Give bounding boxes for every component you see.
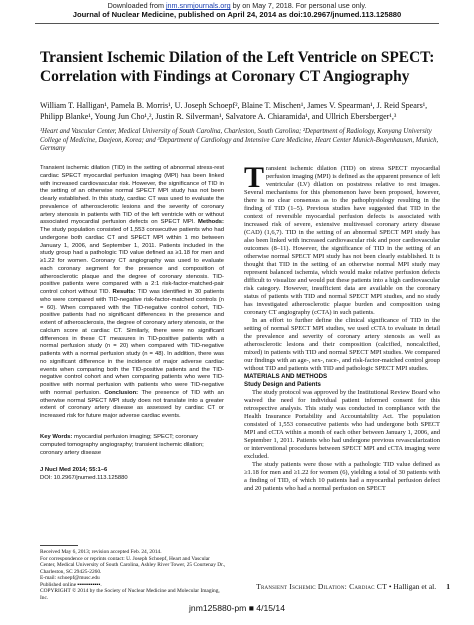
- header-rule: [35, 23, 439, 24]
- keywords: [40, 434, 224, 457]
- abstract-methods: The study population consisted of 1,553 consecutive patients who had undergone both cardiac CT and SPECT MPI within 1 mo between January 1, 2006, and September 1, 2011. Patients included in the study group had a pathologic TID value defined as ≥1.18 for men and ≥1.22 for women. Coronary CT angiography was used to evaluate each coronary segment for the presence and composition of atherosclerotic plaque and the degree of coronary stenosis. TID-positive patients were compared with a 2:1 risk-factor-matched-pair control cohort without TID.: [40, 227, 224, 295]
- download-prefix: Downloaded from: [107, 1, 166, 10]
- affiliations: ¹Heart and Vascular Center, Medical University of South Carolina, Charleston, South Carolina; ²Department of Radiology, Konyang University College of Medicine, Daejeon, Korea; and ³Department of Cardiology and Intensive Care Medicine, Heart Center Munich-Bogenhausen, Munich, Germany: [40, 128, 439, 153]
- manuscript-id: jnm125880-pm ■ 4/15/14: [189, 603, 285, 613]
- article-title: Transient Ischemic Dilation of the Left Ventricle on SPECT: Correlation with Findings at Coronary CT Angiography: [40, 49, 435, 85]
- abstract-results-label: Results:: [112, 289, 136, 295]
- footnote-copyright: COPYRIGHT © 2014 by the Society of Nuclear Medicine and Molecular Imaging, Inc.: [40, 588, 220, 601]
- download-link[interactable]: jnm.snmjournals.org: [165, 1, 231, 10]
- download-suffix: by on May 7, 2018. For personal use only.: [230, 1, 367, 10]
- running-title: Transient Ischemic Dilation: Cardiac CT: [256, 582, 387, 591]
- footnote-correspondence: For correspondence or reprints contact: U. Joseph Schoepf, Heart and Vascular Center, Medical University of South Carolina, Ashley River Tower, 25 Courtenay Dr., Charleston, SC 29425-2260.: [40, 555, 226, 575]
- intro-paragraph-2: In an effort to further define the clinical significance of TID in the setting of normal SPECT MPI studies, we used cCTA to evaluate in detail the prevalence and severity of coronary artery stenosis as well as atherosclerotic lesions and their composition (calcified, noncalcified, mixed) in patients with TID and normal SPECT MPI studies. We compared our findings with an age-, sex-, race-, and risk-factor-matched control group without TID and patients with TID and pathologic SPECT MPI studies.: [244, 317, 440, 372]
- keywords-label: Key Words:: [40, 434, 73, 440]
- subsection-heading-design: Study Design and Patients: [244, 381, 321, 388]
- footnote: [40, 549, 226, 601]
- author-list: William T. Halligan¹, Pamela B. Morris¹, U. Joseph Schoepf², Blaine T. Mischen¹, James V. Spearman¹, J. Reid Spears¹, Philipp Blanke¹, Young Jun Cho¹,², Justin R. Silverman¹, Salvatore A. Chiaramida¹, and Ullrich Ebersberger¹,³: [40, 101, 428, 121]
- intro-paragraph-1-text: ransient ischemic dilation (TID) on stress SPECT myocardial perfusion imaging (MPI) is defined as the apparent presence of left ventricular (LV) dilation on poststress relative to rest images. Several mechanisms for this phenomenon have been proposed, however, there is no clear consensus as to the pathophysiology resulting in the finding of TID (1–5). Previous studies have suggested that TID in the context of reversible myocardial perfusion defects is associated with increased risk of severe, extensive multivessel coronary artery disease (CAD) (1,6,7). TID in the setting of an abnormal SPECT MPI study has also been linked with increased cardiovascular risk and poor cardiovascular outcomes (8–11). However, the significance of TID in the setting of an otherwise normal SPECT MPI study has not been clearly established. It is thought that TID in the setting of an otherwise normal MPI study may represent balanced ischemia, which would make relative perfusion defects difficult to visualize and would put these patients into a high cardiovascular risk category. However, insufficient data are available on the coronary status of patients with TID and normal SPECT MPI studies, and no study has investigated atherosclerotic plaque burden and composition using coronary CT angiography (cCTA) in such patients.: [244, 165, 440, 316]
- drop-cap: T: [244, 161, 265, 194]
- running-head: [190, 582, 450, 592]
- journal-doi-text: Journal of Nuclear Medicine, published on April 24, 2014 as doi:10.2967/jnumed.113.125880: [72, 10, 402, 19]
- keywords-text: myocardial perfusion imaging; SPECT; coronary computed tomography angiography; transient ischemic dilation; coronary artery disease: [40, 434, 204, 456]
- design-paragraph-1: The study protocol was approved by the Institutional Review Board who waived the need for individual patient informed consent for this retrospective analysis. This study was conducted in compliance with the Health Insurance Portability and Accountability Act. The population consisted of 1,553 consecutive patients who had undergone both SPECT MPI and cCTA within a month of each other between January 1, 2006, and September 1, 2011. Patients who had undergone previous revascularization or interventional procedures between SPECT MPI and cCTA imaging were excluded.: [244, 389, 440, 460]
- abstract-intro: Transient ischemic dilation (TID) in the setting of abnormal stress-rest cardiac SPECT myocardial perfusion imaging (MPI) has been linked with increased cardiovascular risk. However, the significance of TID in the setting of an otherwise normal SPECT MPI study has not been clearly established. In this study, cardiac CT was used to evaluate the prevalence of atherosclerotic lesions and the severity of coronary artery stenosis in patients with TID of the left ventricle with or without associated myocardial perfusion defects on SPECT MPI.: [40, 165, 224, 226]
- section-heading-methods: MATERIALS AND METHODS: [244, 373, 328, 380]
- body-column: [244, 161, 440, 493]
- footnote-rule: [40, 545, 78, 546]
- abstract: [40, 165, 224, 421]
- footnote-email: E-mail: schoepf@musc.edu: [40, 575, 100, 581]
- footnote-received: Received May 6, 2013; revision accepted Feb. 24, 2014.: [40, 549, 162, 555]
- abstract-conclusion: The presence of TID with an otherwise normal SPECT MPI study does not translate into a greater extent of coronary artery disease as assessed by cardiac CT or increased risk for future major adverse cardiac events.: [40, 389, 224, 419]
- citation: [40, 467, 224, 482]
- abstract-methods-label: Methods:: [198, 219, 224, 226]
- download-notice: [0, 1, 474, 10]
- footnote-published: Published online ▪▪▪▪▪▪▪▪▪▪▪▪.: [40, 581, 102, 588]
- running-separator: •: [386, 582, 394, 591]
- intro-paragraph-1: [244, 161, 440, 317]
- citation-doi: DOI: 10.2967/jnumed.113.125880: [40, 474, 128, 481]
- running-author: Halligan et al.: [393, 582, 437, 591]
- abstract-results: TID was identified in 30 patients who were compared with TID-negative risk-factor-matched controls (n = 60). When compared with the TID-negative control cohort, TID-positive patients had no significant differences in the presence and extent of atherosclerosis, the degree of coronary artery stenosis, or the calcium score at cardiac CT. Similarly, there were no significant differences in these CT measures in TID-positive patients with a normal perfusion study (n = 20) when compared with TID-negative patients with a normal perfusion study (n = 48). In addition, there was no significant difference in the incidence of major adverse cardiac events when comparing both the TID-positive patients and the TID-negative control cohort and when comparing patients who were TID-positive with normal perfusion with patients who were TID-negative with normal perfusion.: [40, 289, 224, 396]
- journal-doi-line: [0, 10, 474, 20]
- design-paragraph-2: The study patients were those with a pathologic TID value defined as ≥1.18 for men and ≥1.22 for women (6), yielding a total of 30 patients with a finding of TID, of which 10 patients had a myocardial perfusion defect and 20 patients who had a normal perfusion on SPECT: [244, 461, 440, 492]
- citation-journal: J Nucl Med 2014; 55:1–6: [40, 467, 108, 473]
- page-number: 1: [446, 582, 450, 591]
- abstract-conclusion-label: Conclusion:: [104, 389, 139, 396]
